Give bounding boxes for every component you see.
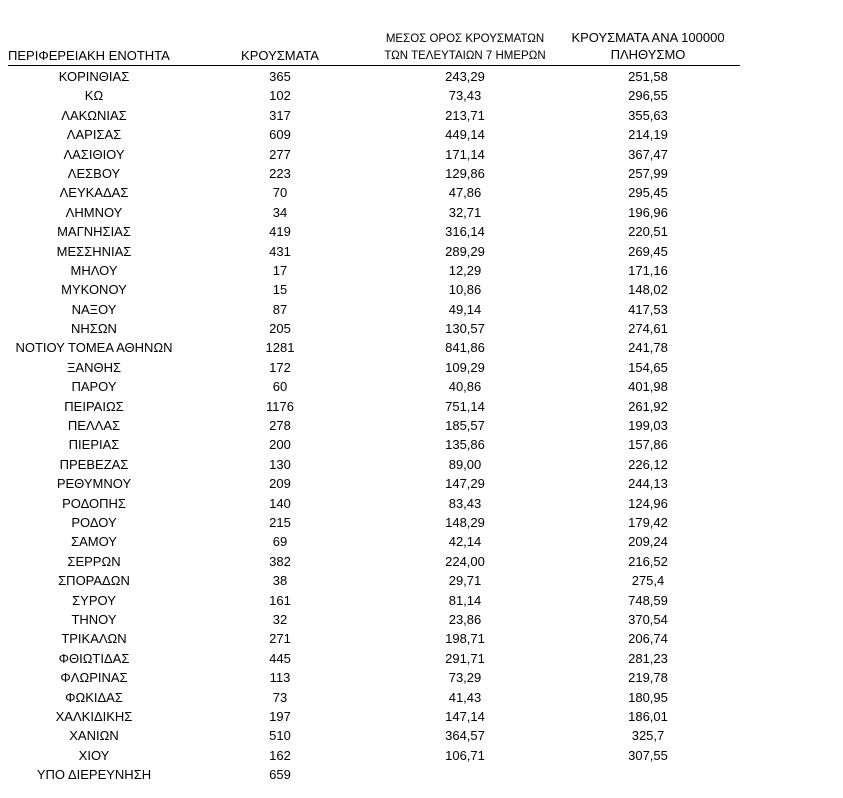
avg7-cell: 32,71	[448, 204, 482, 220]
cases-cell: 172	[269, 359, 291, 375]
table-row	[0, 591, 843, 610]
cases-cell: 277	[269, 146, 291, 162]
table-row	[0, 358, 843, 377]
avg7-cell: 109,29	[445, 359, 485, 375]
per100k-cell: 209,24	[628, 534, 668, 550]
avg7-cell: 12,29	[448, 262, 482, 278]
cases-cell: 32	[272, 611, 288, 627]
cases-cell: 510	[269, 728, 291, 744]
per100k-cell: 219,78	[628, 670, 668, 686]
table-row	[0, 280, 843, 299]
table-row	[0, 261, 843, 280]
per100k-cell: 370,54	[628, 611, 668, 627]
table-row	[0, 765, 843, 784]
avg7-cell: 148,29	[445, 514, 485, 530]
per100k-cell: 196,96	[628, 204, 668, 220]
per100k-cell: 186,01	[628, 708, 668, 724]
table-row	[0, 649, 843, 668]
avg7-cell: 171,14	[445, 146, 485, 162]
avg7-cell: 316,14	[445, 224, 485, 240]
table-row	[0, 242, 843, 261]
region-cell: ΜΑΓΝΗΣΙΑΣ	[57, 224, 131, 240]
table-row	[0, 532, 843, 551]
per100k-cell: 269,45	[628, 243, 668, 259]
cases-cell: 278	[269, 418, 291, 434]
cases-cell: 34	[272, 204, 288, 220]
region-cell: ΧΑΛΚΙΔΙΚΗΣ	[55, 708, 133, 724]
avg7-cell: 291,71	[445, 650, 485, 666]
table-row	[0, 106, 843, 125]
table-row	[0, 610, 843, 629]
region-cell: ΣΕΡΡΩΝ	[67, 553, 121, 569]
per100k-cell: 216,52	[628, 553, 668, 569]
avg7-cell: 147,29	[445, 476, 485, 492]
per100k-cell: 148,02	[628, 282, 668, 298]
region-cell: ΞΑΝΘΗΣ	[66, 359, 122, 375]
region-cell: ΛΑΡΙΣΑΣ	[66, 127, 122, 143]
region-cell: ΤΡΙΚΑΛΩΝ	[61, 631, 127, 647]
region-cell: ΠΙΕΡΙΑΣ	[68, 437, 120, 453]
avg7-cell: 49,14	[448, 301, 482, 317]
region-cell: ΚΩ	[84, 88, 104, 104]
per100k-cell: 261,92	[628, 398, 668, 414]
region-cell: ΣΑΜΟΥ	[71, 534, 117, 550]
region-cell: ΡΟΔΟΠΗΣ	[62, 495, 126, 511]
per100k-cell: 355,63	[628, 107, 668, 123]
avg7-cell: 47,86	[448, 185, 482, 201]
cases-cell: 130	[269, 456, 291, 472]
region-cell: ΣΥΡΟΥ	[72, 592, 116, 608]
cases-cell: 15	[272, 282, 288, 298]
cases-cell: 659	[269, 767, 291, 783]
per100k-cell: 154,65	[628, 359, 668, 375]
per100k-cell: 295,45	[628, 185, 668, 201]
cases-cell: 70	[272, 185, 288, 201]
region-cell: ΦΩΚΙΔΑΣ	[65, 689, 123, 705]
avg7-cell: 198,71	[445, 631, 485, 647]
per100k-cell: 179,42	[628, 514, 668, 530]
avg7-cell: 106,71	[445, 747, 485, 763]
cases-cell: 1176	[266, 398, 294, 414]
cases-cell: 419	[269, 224, 291, 240]
region-cell: ΛΕΣΒΟΥ	[67, 165, 121, 181]
per100k-cell: 296,55	[628, 88, 668, 104]
table-row	[0, 668, 843, 687]
per100k-cell: 241,78	[628, 340, 668, 356]
table-row	[0, 125, 843, 144]
per100k-cell: 325,7	[631, 728, 665, 744]
table-row	[0, 435, 843, 454]
per100k-cell: 281,23	[628, 650, 668, 666]
region-cell: ΠΡΕΒΕΖΑΣ	[59, 456, 129, 472]
header-avg7-line1: ΜΕΣΟΣ ΟΡΟΣ ΚΡΟΥΣΜΑΤΩΝ	[385, 33, 545, 45]
per100k-cell: 226,12	[628, 456, 668, 472]
table-row	[0, 203, 843, 222]
cases-cell: 205	[269, 321, 291, 337]
cases-cell: 382	[269, 553, 291, 569]
cases-cell: 209	[269, 476, 291, 492]
per100k-cell: 367,47	[628, 146, 668, 162]
cases-cell: 140	[269, 495, 291, 511]
region-cell: ΚΟΡΙΝΘΙΑΣ	[58, 69, 130, 84]
avg7-cell: 841,86	[445, 340, 485, 356]
region-cell: ΠΕΛΛΑΣ	[67, 418, 121, 434]
cases-cell: 365	[269, 69, 291, 84]
table-row	[0, 513, 843, 532]
region-cell: ΝΗΣΩΝ	[71, 321, 117, 337]
per100k-cell: 274,61	[628, 321, 668, 337]
cases-cell: 609	[269, 127, 291, 143]
table-row	[0, 552, 843, 571]
region-cell: ΣΠΟΡΑΔΩΝ	[58, 573, 130, 589]
avg7-cell: 130,57	[445, 321, 485, 337]
region-cell: ΠΑΡΟΥ	[71, 379, 117, 395]
avg7-cell: 40,86	[448, 379, 482, 395]
avg7-cell: 364,57	[445, 728, 485, 744]
per100k-cell: 257,99	[628, 165, 668, 181]
header-per100k-line1: ΚΡΟΥΣΜΑΤΑ ΑΝΑ 100000	[571, 30, 725, 45]
avg7-cell: 135,86	[445, 437, 485, 453]
avg7-cell: 89,00	[448, 456, 482, 472]
region-cell: ΛΑΚΩΝΙΑΣ	[61, 107, 127, 123]
region-cell: ΡΕΘΥΜΝΟΥ	[56, 476, 132, 492]
region-cell: ΜΥΚΟΝΟΥ	[61, 282, 127, 298]
avg7-cell: 129,86	[445, 165, 485, 181]
avg7-cell: 73,43	[448, 88, 482, 104]
region-cell: ΧΙΟΥ	[78, 747, 110, 763]
region-cell: ΤΗΝΟΥ	[71, 611, 117, 627]
cases-cell: 17	[272, 262, 288, 278]
table-row	[0, 707, 843, 726]
cases-cell: 197	[269, 708, 291, 724]
cases-cell: 73	[272, 689, 288, 705]
per100k-cell: 206,74	[628, 631, 668, 647]
region-cell: ΛΑΣΙΘΙΟΥ	[63, 146, 125, 162]
avg7-cell: 23,86	[448, 611, 482, 627]
header-avg7-line2: ΤΩΝ ΤΕΛΕΥΤΑΙΩΝ 7 ΗΜΕΡΩΝ	[384, 50, 546, 62]
region-cell: ΛΕΥΚΑΔΑΣ	[59, 185, 129, 201]
cases-cell: 87	[272, 301, 288, 317]
table-row	[0, 494, 843, 513]
per100k-cell: 251,58	[628, 69, 668, 84]
region-cell: ΧΑΝΙΩΝ	[69, 728, 119, 744]
region-cell: ΝΑΞΟΥ	[71, 301, 117, 317]
avg7-cell: 751,14	[445, 398, 485, 414]
region-cell: ΝΟΤΙΟΥ ΤΟΜΕΑ ΑΘΗΝΩΝ	[15, 340, 173, 356]
header-underline	[8, 65, 740, 66]
region-cell: ΜΕΣΣΗΝΙΑΣ	[56, 243, 132, 259]
region-cell: ΜΗΛΟΥ	[70, 262, 118, 278]
avg7-cell: 42,14	[448, 534, 482, 550]
per100k-cell: 244,13	[628, 476, 668, 492]
region-cell: ΦΛΩΡΙΝΑΣ	[60, 670, 128, 686]
header-cases: ΚΡΟΥΣΜΑΤΑ	[241, 48, 319, 63]
cases-cell: 215	[269, 514, 291, 530]
table-row	[0, 300, 843, 319]
cases-cell: 200	[269, 437, 291, 453]
region-cell: ΥΠΟ ΔΙΕΡΕΥΝΗΣΗ	[36, 767, 152, 783]
cases-cell: 162	[269, 747, 291, 763]
table-body	[0, 67, 843, 784]
table-row	[0, 338, 843, 357]
avg7-cell: 73,29	[448, 670, 482, 686]
per100k-cell: 214,19	[628, 127, 668, 143]
cases-cell: 317	[269, 107, 291, 123]
table-header	[0, 0, 843, 67]
per100k-cell: 401,98	[628, 379, 668, 395]
header-per100k-line2: ΠΛΗΘΥΣΜΟ	[610, 47, 686, 62]
table-row	[0, 164, 843, 183]
table-row	[0, 746, 843, 765]
region-cell: ΠΕΙΡΑΙΩΣ	[64, 398, 124, 414]
avg7-cell: 29,71	[448, 573, 482, 589]
cases-cell: 271	[269, 631, 291, 647]
table-row	[0, 319, 843, 338]
per100k-cell: 171,16	[628, 262, 668, 278]
avg7-cell: 83,43	[448, 495, 482, 511]
avg7-cell: 81,14	[448, 592, 482, 608]
table-row	[0, 86, 843, 105]
header-avg7	[370, 31, 560, 65]
per100k-cell: 417,53	[628, 301, 668, 317]
header-per100k	[558, 29, 738, 63]
table-row	[0, 474, 843, 493]
region-cell: ΡΟΔΟΥ	[71, 514, 117, 530]
avg7-cell: 243,29	[445, 69, 485, 84]
cases-cell: 60	[272, 379, 288, 395]
table-row	[0, 571, 843, 590]
table-row	[0, 183, 843, 202]
avg7-cell: 10,86	[448, 282, 482, 298]
per100k-cell: 180,95	[628, 689, 668, 705]
table-row	[0, 377, 843, 396]
cases-cell: 113	[269, 670, 291, 686]
table-row	[0, 455, 843, 474]
avg7-cell: 41,43	[448, 689, 482, 705]
per100k-cell: 157,86	[628, 437, 668, 453]
per100k-cell: 220,51	[628, 224, 668, 240]
per100k-cell: 275,4	[631, 573, 665, 589]
table-row	[0, 688, 843, 707]
table-row	[0, 222, 843, 241]
table-row	[0, 726, 843, 745]
cases-cell: 161	[269, 592, 291, 608]
cases-cell: 38	[272, 573, 288, 589]
avg7-cell: 213,71	[445, 107, 485, 123]
cases-cell: 431	[269, 243, 291, 259]
table-row	[0, 145, 843, 164]
table-row	[0, 397, 843, 416]
header-region: ΠΕΡΙΦΕΡΕΙΑΚΗ ΕΝΟΤΗΤΑ	[8, 48, 170, 63]
cases-cell: 102	[269, 88, 291, 104]
per100k-cell: 124,96	[628, 495, 668, 511]
avg7-cell: 224,00	[445, 553, 485, 569]
region-cell: ΦΘΙΩΤΙΔΑΣ	[58, 650, 130, 666]
cases-cell: 69	[272, 534, 288, 550]
per100k-cell: 748,59	[628, 592, 668, 608]
avg7-cell: 185,57	[445, 418, 485, 434]
cases-cell: 445	[269, 650, 291, 666]
per100k-cell: 307,55	[628, 747, 668, 763]
avg7-cell: 147,14	[445, 708, 485, 724]
table-row	[0, 416, 843, 435]
per100k-cell: 199,03	[628, 418, 668, 434]
table-row	[0, 67, 843, 86]
region-cell: ΛΗΜΝΟΥ	[65, 204, 123, 220]
cases-cell: 223	[269, 165, 291, 181]
avg7-cell: 449,14	[445, 127, 485, 143]
avg7-cell: 289,29	[445, 243, 485, 259]
table-row	[0, 629, 843, 648]
cases-cell: 1281	[265, 340, 295, 356]
